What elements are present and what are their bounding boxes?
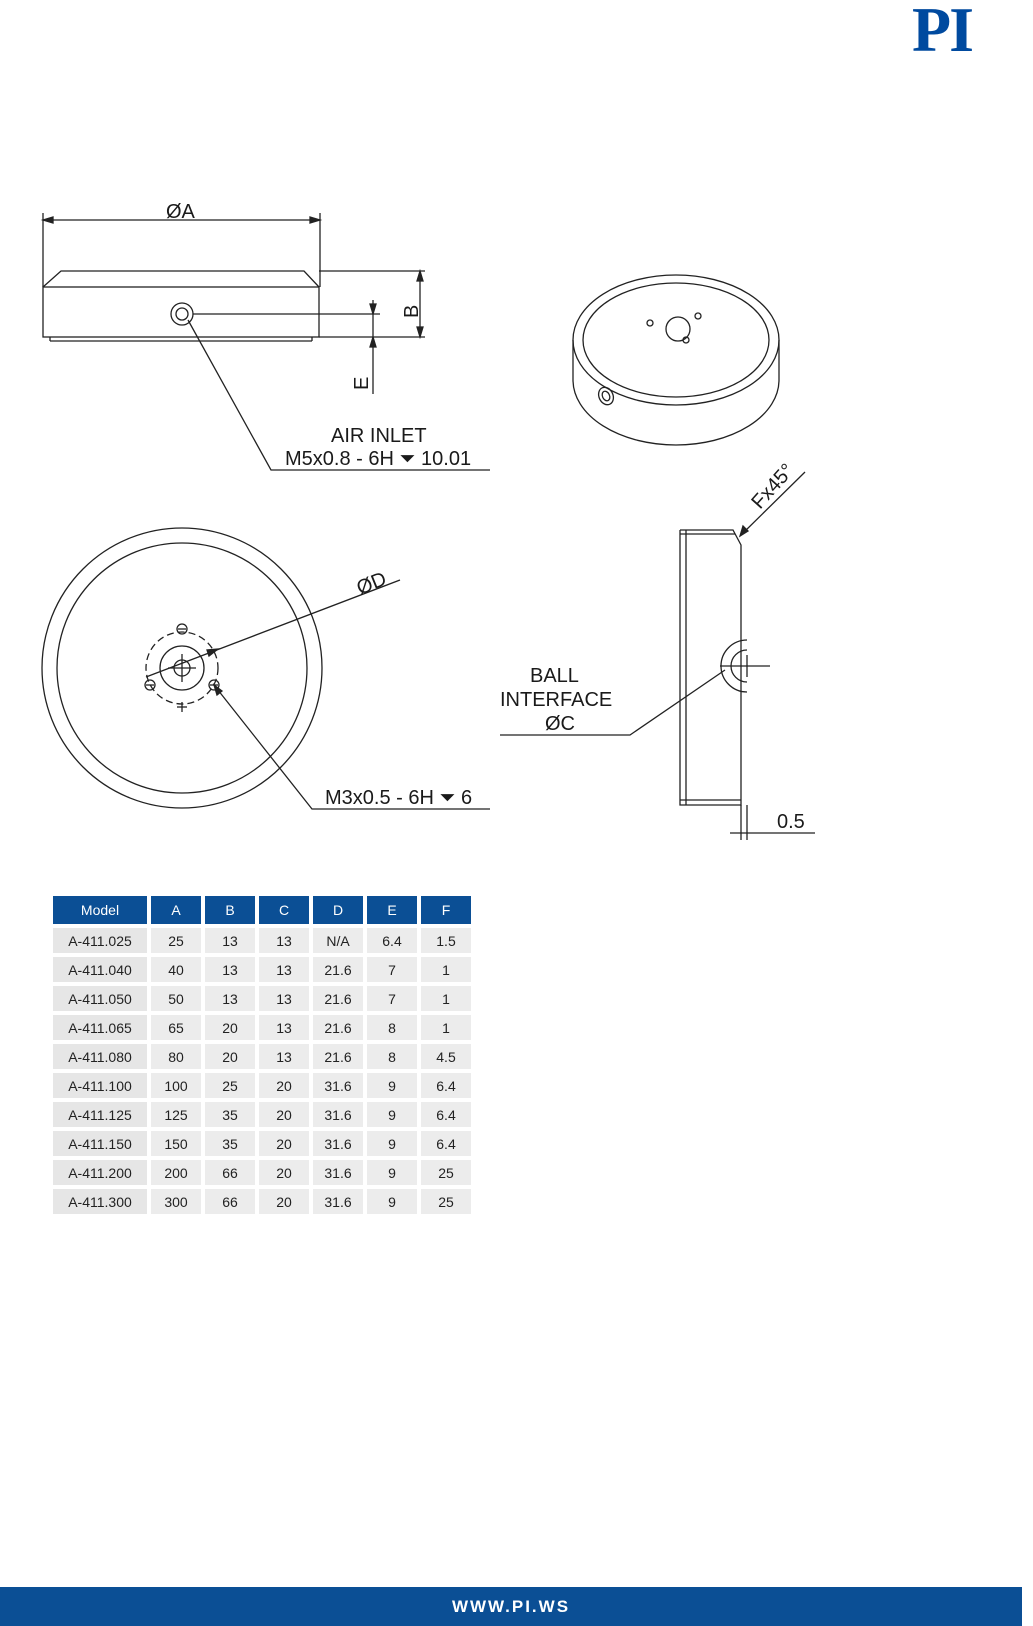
label-ball-3: ØC [545, 713, 575, 735]
pi-logo: PI [912, 0, 972, 65]
dimensions-table [49, 892, 475, 1218]
cell-model: A-411.150 [53, 1131, 147, 1156]
cell-b: 25 [205, 1073, 255, 1098]
cell-c: 13 [259, 957, 309, 982]
col-header-d: D [313, 896, 363, 924]
label-dim-b: B [401, 304, 423, 318]
footer-bar [0, 1587, 1022, 1626]
cell-d: 31.6 [313, 1073, 363, 1098]
col-header-b: B [205, 896, 255, 924]
air-inlet-bore [176, 308, 188, 320]
cell-c: 20 [259, 1131, 309, 1156]
cell-e: 8 [367, 1015, 417, 1040]
col-header-a: A [151, 896, 201, 924]
table-row [53, 928, 471, 953]
cell-c: 20 [259, 1102, 309, 1127]
cell-f: 6.4 [421, 1102, 471, 1127]
cell-a: 65 [151, 1015, 201, 1040]
cell-e: 9 [367, 1073, 417, 1098]
table-row [53, 1131, 471, 1156]
cell-d: 31.6 [313, 1131, 363, 1156]
cell-f: 1 [421, 986, 471, 1011]
cell-a: 125 [151, 1102, 201, 1127]
cell-c: 20 [259, 1160, 309, 1185]
cell-d: 21.6 [313, 986, 363, 1011]
label-air-inlet: AIR INLET [331, 425, 427, 447]
cell-b: 66 [205, 1160, 255, 1185]
cell-b: 35 [205, 1131, 255, 1156]
top-view [42, 528, 490, 809]
table-row [53, 1015, 471, 1040]
cell-a: 300 [151, 1189, 201, 1214]
cell-d: 21.6 [313, 1015, 363, 1040]
cell-c: 13 [259, 928, 309, 953]
table-header-row [53, 896, 471, 924]
cell-f: 1 [421, 1015, 471, 1040]
cell-d: N/A [313, 928, 363, 953]
section-view [500, 472, 815, 840]
cell-c: 13 [259, 1044, 309, 1069]
label-dim-d: ØD [353, 567, 390, 600]
cell-model: A-411.080 [53, 1044, 147, 1069]
cell-f: 6.4 [421, 1073, 471, 1098]
cell-model: A-411.300 [53, 1189, 147, 1214]
cell-d: 31.6 [313, 1189, 363, 1214]
col-header-model: Model [53, 896, 147, 924]
cell-a: 25 [151, 928, 201, 953]
cell-d: 21.6 [313, 957, 363, 982]
label-thread-spec: M3x0.5 - 6H ⏷ 6 [325, 787, 473, 809]
label-air-inlet-spec: M5x0.8 - 6H ⏷ 10.01 [285, 448, 472, 470]
footer-url[interactable]: WWW.PI.WS [451, 1597, 571, 1616]
cell-c: 20 [259, 1073, 309, 1098]
isometric-view [573, 275, 779, 445]
table-row [53, 957, 471, 982]
cell-f: 25 [421, 1189, 471, 1214]
cell-b: 13 [205, 986, 255, 1011]
cell-b: 35 [205, 1102, 255, 1127]
table-row [53, 1189, 471, 1214]
cell-e: 9 [367, 1102, 417, 1127]
cell-c: 13 [259, 986, 309, 1011]
cell-model: A-411.025 [53, 928, 147, 953]
cell-e: 9 [367, 1189, 417, 1214]
label-ball-2: INTERFACE [500, 689, 613, 711]
label-chamfer: Fx45° [747, 459, 799, 514]
cell-d: 31.6 [313, 1102, 363, 1127]
cell-a: 100 [151, 1073, 201, 1098]
cell-a: 80 [151, 1044, 201, 1069]
col-header-c: C [259, 896, 309, 924]
table-row [53, 1044, 471, 1069]
label-dim-e: E [351, 376, 373, 390]
cell-d: 21.6 [313, 1044, 363, 1069]
cell-b: 20 [205, 1015, 255, 1040]
cell-model: A-411.100 [53, 1073, 147, 1098]
cell-e: 7 [367, 957, 417, 982]
col-header-f: F [421, 896, 471, 924]
cell-d: 31.6 [313, 1160, 363, 1185]
cell-b: 20 [205, 1044, 255, 1069]
cell-a: 50 [151, 986, 201, 1011]
cell-e: 7 [367, 986, 417, 1011]
col-header-e: E [367, 896, 417, 924]
label-offset: 0.5 [777, 811, 805, 833]
label-ball-1: BALL [530, 665, 579, 687]
table-row [53, 1160, 471, 1185]
cell-a: 150 [151, 1131, 201, 1156]
cell-a: 40 [151, 957, 201, 982]
cell-e: 6.4 [367, 928, 417, 953]
table-row [53, 1073, 471, 1098]
cell-f: 4.5 [421, 1044, 471, 1069]
air-inlet-hole [171, 303, 193, 325]
cell-e: 8 [367, 1044, 417, 1069]
cell-model: A-411.125 [53, 1102, 147, 1127]
cell-b: 13 [205, 928, 255, 953]
label-dim-a: ØA [166, 201, 195, 223]
cell-model: A-411.065 [53, 1015, 147, 1040]
cell-a: 200 [151, 1160, 201, 1185]
cell-f: 1 [421, 957, 471, 982]
table-row [53, 1102, 471, 1127]
cell-f: 6.4 [421, 1131, 471, 1156]
cell-f: 1.5 [421, 928, 471, 953]
cell-model: A-411.200 [53, 1160, 147, 1185]
cell-b: 66 [205, 1189, 255, 1214]
cell-f: 25 [421, 1160, 471, 1185]
table-row [53, 986, 471, 1011]
cell-model: A-411.040 [53, 957, 147, 982]
cell-c: 13 [259, 1015, 309, 1040]
cell-b: 13 [205, 957, 255, 982]
cell-e: 9 [367, 1131, 417, 1156]
cell-c: 20 [259, 1189, 309, 1214]
cell-e: 9 [367, 1160, 417, 1185]
cell-model: A-411.050 [53, 986, 147, 1011]
